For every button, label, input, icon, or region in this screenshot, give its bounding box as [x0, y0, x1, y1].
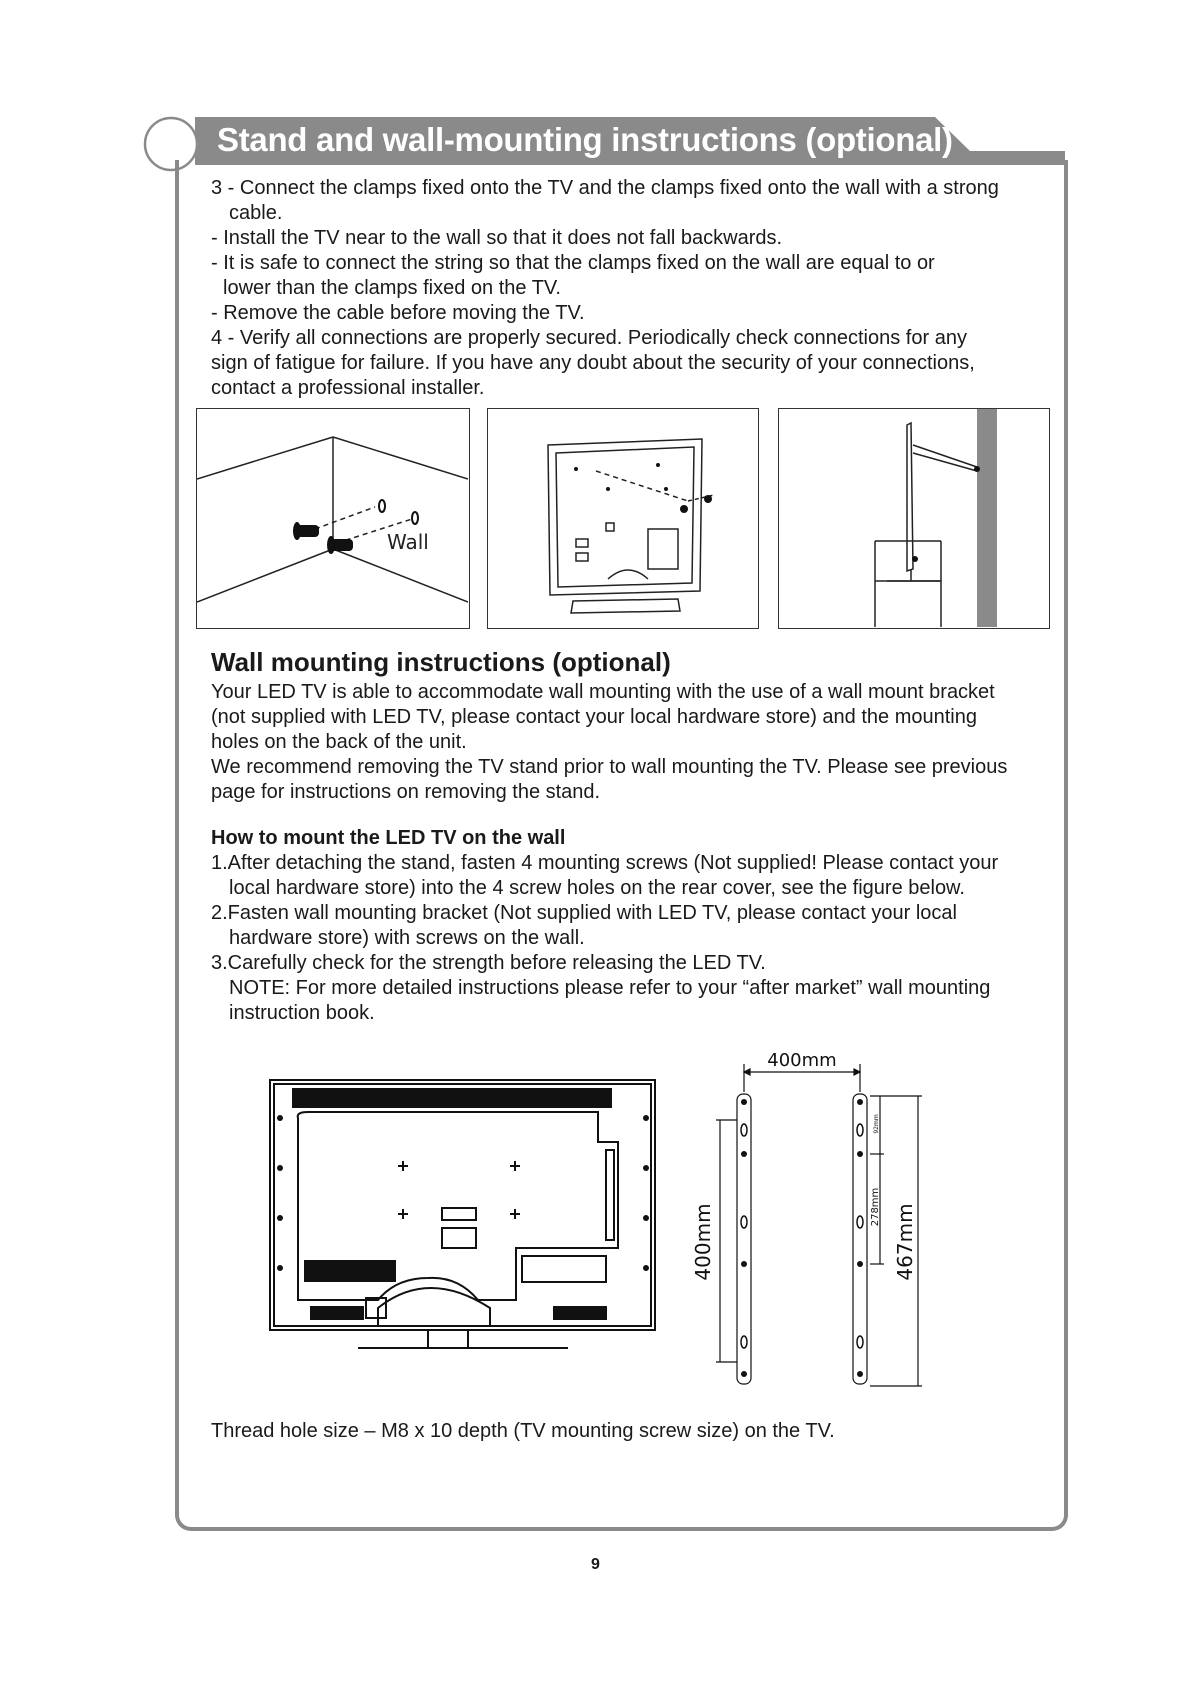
intro-line: - Remove the cable before moving the TV.: [211, 302, 585, 324]
howto-section: [211, 826, 1071, 1026]
dim-width-label: 400mm: [767, 1052, 837, 1071]
intro-line: sign of fatigue for failure. If you have any doubt about the security of your connections,: [211, 352, 975, 374]
intro-line: - Install the TV near to the wall so that it does not fall backwards.: [211, 227, 783, 249]
howto-line: instruction book.: [229, 1002, 375, 1024]
howto-heading: How to mount the LED TV on the wall: [211, 827, 566, 849]
howto-line: NOTE: For more detailed instructions please refer to your “after market” wall mounting: [229, 977, 991, 999]
intro-line: - It is safe to connect the string so that the clamps fixed on the wall are equal to or: [211, 252, 935, 274]
howto-line: 3.Carefully check for the strength before releasing the LED TV.: [211, 952, 766, 974]
wall-mount-line: Your LED TV is able to accommodate wall mounting with the use of a wall mount bracket: [211, 681, 995, 703]
howto-line: 1.After detaching the stand, fasten 4 mounting screws (Not supplied! Please contact your: [211, 852, 999, 874]
dim-height-label: 400mm: [691, 1203, 715, 1281]
wall-mount-line: holes on the back of the unit.: [211, 731, 467, 753]
howto-line: hardware store) with screws on the wall.: [229, 927, 585, 949]
intro-line: 4 - Verify all connections are properly secured. Periodically check connections for any: [211, 327, 967, 349]
dim-top-label: 92mm: [873, 1114, 880, 1134]
wall-mounting-section: [211, 647, 1071, 805]
wall-mount-line: We recommend removing the TV stand prior to wall mounting the TV. Please see previous: [211, 756, 1008, 778]
howto-line: local hardware store) into the 4 screw holes on the rear cover, see the figure below.: [229, 877, 965, 899]
dim-total-label: 467mm: [893, 1203, 917, 1281]
page-number: 9: [591, 1556, 600, 1573]
figure-wall-anchors: [196, 408, 470, 629]
intro-line: contact a professional installer.: [211, 377, 485, 399]
thread-note: Thread hole size – M8 x 10 depth (TV mounting screw size) on the TV.: [211, 1420, 835, 1442]
tv-rear-diagram: [268, 1078, 658, 1368]
intro-line: 3 - Connect the clamps fixed onto the TV and the clamps fixed onto the wall with a strong: [211, 177, 999, 199]
intro-line: lower than the clamps fixed on the TV.: [223, 277, 561, 299]
wall-mount-line: (not supplied with LED TV, please contact your local hardware store) and the mounting: [211, 706, 977, 728]
page-title: Stand and wall-mounting instructions (optional): [217, 121, 953, 158]
dim-inner-label: 278mm: [870, 1187, 881, 1227]
intro-line: cable.: [229, 202, 283, 224]
intro-text: [211, 176, 1061, 401]
wall-label: Wall: [387, 530, 429, 554]
howto-line: 2.Fasten wall mounting bracket (Not supplied with LED TV, please contact your local: [211, 902, 957, 924]
figure-tv-rear-clamps: [487, 408, 759, 629]
section-heading: Wall mounting instructions (optional): [211, 647, 671, 677]
figure-side-view-wall: [778, 408, 1050, 629]
bracket-dimension-diagram: [688, 1052, 948, 1397]
wall-mount-line: page for instructions on removing the stand.: [211, 781, 601, 803]
